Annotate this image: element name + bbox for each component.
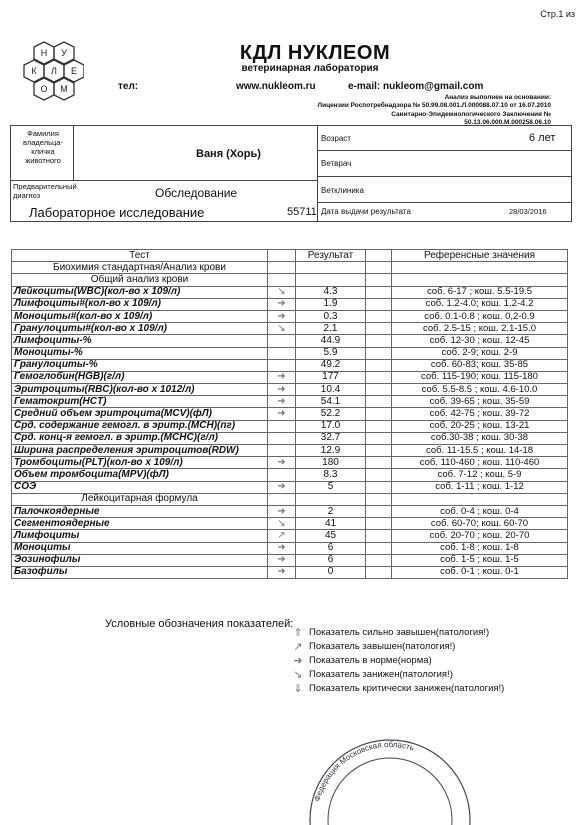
test-name: Моноциты	[12, 542, 268, 554]
reference-value: соб. 20-25 ; кош. 13-21	[392, 420, 568, 432]
empty-cell	[366, 432, 392, 444]
logo-letter: Н	[40, 48, 48, 58]
empty-cell	[268, 347, 296, 359]
section-row	[12, 274, 568, 286]
empty-cell	[366, 420, 392, 432]
result-value: 44.9	[296, 335, 366, 347]
empty-cell	[366, 530, 392, 542]
result-value: 6	[296, 542, 366, 554]
reference-value: соб. 2.5-15 ; кош. 2.1-15.0	[392, 323, 568, 335]
result-value: 5	[296, 481, 366, 493]
reference-value: соб. 20-70 ; кош. 20-70	[392, 530, 568, 542]
reference-value: соб.30-38 ; кош. 30-38	[392, 432, 568, 444]
section-title: Общий анализ крови	[12, 274, 268, 286]
logo-letter: Л	[51, 66, 57, 76]
issue-date: 28/03/2016	[509, 207, 547, 216]
result-value: 12.9	[296, 445, 366, 457]
test-name: Эозинофилы	[12, 554, 268, 566]
test-name: Ширина распределения эритроцитов(RDW)	[12, 445, 268, 457]
table-row	[12, 335, 568, 347]
empty-cell	[366, 298, 392, 310]
arrow-right-icon: ➜	[268, 457, 296, 469]
test-name: Лимфоциты	[12, 530, 268, 542]
section-row	[12, 262, 568, 274]
page-number: Стр.1 из	[540, 9, 575, 19]
empty-cell	[366, 274, 392, 286]
result-value: 10.4	[296, 384, 366, 396]
empty-cell	[366, 408, 392, 420]
header-result: Результат	[296, 250, 366, 262]
empty-cell	[268, 274, 296, 286]
reference-value: соб. 11-15.5 ; кош. 14-18	[392, 445, 568, 457]
reference-value: соб. 0.1-0.8 ; кош. 0,2-0.9	[392, 310, 568, 322]
legend-item	[287, 654, 504, 668]
legend-title: Условные обозначения показателей:	[105, 618, 294, 630]
logo-letter: М	[60, 84, 68, 94]
age-label: Возраст	[321, 134, 351, 143]
result-value: 17.0	[296, 420, 366, 432]
result-value: 1.9	[296, 298, 366, 310]
issue-date-label: Дата выдачи результата	[321, 207, 411, 216]
result-value: 52.2	[296, 408, 366, 420]
empty-cell	[296, 274, 366, 286]
empty-cell	[268, 445, 296, 457]
empty-cell	[268, 493, 296, 505]
arrow-strong-down-icon: ⇓	[293, 683, 303, 695]
test-name: Базофилы	[12, 566, 268, 578]
test-name: СОЭ	[12, 481, 268, 493]
arrow-down-icon: ↘	[268, 286, 296, 298]
empty-cell	[366, 335, 392, 347]
empty-cell	[366, 505, 392, 517]
empty-cell	[268, 420, 296, 432]
arrow-right-icon: ➜	[293, 655, 303, 667]
reference-value: соб. 42-75 ; кош. 39-72	[392, 408, 568, 420]
reference-value: соб. 115-190; кош. 115-180	[392, 371, 568, 383]
empty-cell	[366, 542, 392, 554]
empty-cell	[366, 518, 392, 530]
empty-cell	[366, 310, 392, 322]
test-name: Эритроциты(RBC)(кол-во х 1012/л)	[12, 384, 268, 396]
table-row	[12, 298, 568, 310]
result-value: 5.9	[296, 347, 366, 359]
reference-value: соб. 60-83; кош. 35-85	[392, 359, 568, 371]
arrow-right-icon: ➜	[268, 396, 296, 408]
test-name: Гемоглобин(HGB)(г/л)	[12, 371, 268, 383]
reference-value: соб. 110-460 ; кош. 110-460	[392, 457, 568, 469]
table-row	[12, 530, 568, 542]
arrow-right-icon: ➜	[268, 481, 296, 493]
table-row	[12, 323, 568, 335]
pet-name: Ваня (Хорь)	[196, 148, 261, 160]
reference-value: соб. 1-11 ; кош. 1-12	[392, 481, 568, 493]
website-link[interactable]: www.nukleom.ru	[236, 81, 316, 92]
arrow-down-icon: ↘	[293, 669, 303, 681]
basis-line: Анализ выполнен на основании:	[444, 94, 551, 101]
test-name: Лимфоциты-%	[12, 335, 268, 347]
test-name: Лимфоциты#(кол-во х 109/л)	[12, 298, 268, 310]
legend-item	[287, 640, 504, 654]
empty-cell	[392, 262, 568, 274]
test-name: Срд. конц-я гемогл. в эритр.(MCHC)(г/л)	[12, 432, 268, 444]
legend-item	[287, 682, 504, 696]
table-row	[12, 286, 568, 298]
header-reference: Референсные значения	[392, 250, 568, 262]
result-value: 180	[296, 457, 366, 469]
result-value: 4.3	[296, 286, 366, 298]
reference-value: соб. 5.5-8.5 ; кош. 4.6-10.0	[392, 384, 568, 396]
legend-label: Показатель критически занижен(патология!)	[309, 683, 505, 694]
logo-letter: К	[31, 66, 37, 76]
test-name: Объем тромбоцита(MPV)(фЛ)	[12, 469, 268, 481]
legend-item	[287, 668, 504, 682]
clinic-label: Ветклиника	[321, 186, 364, 195]
empty-cell	[296, 262, 366, 274]
result-value: 32.7	[296, 432, 366, 444]
header-gap	[366, 250, 392, 262]
section-title: Лейкоцитарная формула	[12, 493, 268, 505]
table-row	[12, 359, 568, 371]
basis-line: Лицензии Роспотребнадзора № 50.99.08.001.Л.000088.07.10 от 16.07.2010	[317, 102, 551, 110]
vet-label: Ветврач	[321, 159, 352, 168]
empty-cell	[392, 493, 568, 505]
legend-label: Показатель сильно завышен(патология!)	[309, 627, 490, 638]
test-name: Средний объем эритроцита(MCV)(фЛ)	[12, 408, 268, 420]
empty-cell	[366, 262, 392, 274]
reference-value: соб. 7-12 ; кош. 5-9	[392, 469, 568, 481]
arrow-strong-up-icon: ⇑	[293, 627, 303, 639]
table-row	[12, 347, 568, 359]
results-table	[11, 249, 568, 579]
reference-value: соб. 12-30 ; кош. 12-45	[392, 335, 568, 347]
result-value: 0	[296, 566, 366, 578]
reference-value: соб. 2-9; кош. 2-9	[392, 347, 568, 359]
empty-cell	[296, 493, 366, 505]
table-header-row	[12, 250, 568, 262]
empty-cell	[268, 469, 296, 481]
reference-value: соб. 0-4 ; кош. 0-4	[392, 505, 568, 517]
table-row	[12, 542, 568, 554]
result-value: 54.1	[296, 396, 366, 408]
arrow-right-icon: ➜	[268, 408, 296, 420]
table-row	[12, 445, 568, 457]
logo-letter: О	[40, 84, 48, 94]
empty-cell	[366, 384, 392, 396]
empty-cell	[366, 457, 392, 469]
arrow-right-icon: ➜	[268, 371, 296, 383]
table-row	[12, 408, 568, 420]
empty-cell	[366, 323, 392, 335]
arrow-down-icon: ↘	[268, 323, 296, 335]
reference-value: соб. 1-8 ; кош. 1-8	[392, 542, 568, 554]
owner-label: Фамилия владельца-кличка животного	[23, 129, 63, 165]
test-name: Сегментоядерные	[12, 518, 268, 530]
reference-value: соб. 60-70; кош. 60-70	[392, 518, 568, 530]
license-basis	[311, 94, 551, 128]
empty-cell	[366, 566, 392, 578]
lab-logo	[22, 40, 84, 104]
legend-item	[287, 626, 504, 640]
result-value: 41	[296, 518, 366, 530]
empty-cell	[366, 286, 392, 298]
table-row	[12, 371, 568, 383]
result-value: 6	[296, 554, 366, 566]
table-row	[12, 432, 568, 444]
arrow-up-icon: ↗	[293, 641, 303, 653]
arrow-right-icon: ➜	[268, 542, 296, 554]
reference-value: соб. 1-5 ; кош. 1-5	[392, 554, 568, 566]
section-row	[12, 493, 568, 505]
empty-cell	[366, 371, 392, 383]
reference-value: соб. 0-1 ; кош. 0-1	[392, 566, 568, 578]
test-name: Палочкоядерные	[12, 505, 268, 517]
table-row	[12, 505, 568, 517]
table-row	[12, 310, 568, 322]
table-row	[12, 518, 568, 530]
empty-cell	[366, 493, 392, 505]
result-value: 2	[296, 505, 366, 517]
empty-cell	[268, 359, 296, 371]
table-row	[12, 554, 568, 566]
table-row	[12, 384, 568, 396]
study-number: 55711	[287, 206, 317, 218]
empty-cell	[366, 481, 392, 493]
empty-cell	[366, 445, 392, 457]
basis-line: Санитарно-Эпидемиологического Заключения № 50.13.06.000.М.000258.06.10	[391, 110, 551, 127]
table-row	[12, 481, 568, 493]
empty-cell	[366, 554, 392, 566]
header-arrow	[268, 250, 296, 262]
section-title: Биохимия стандартная/Анализ крови	[12, 262, 268, 274]
empty-cell	[268, 335, 296, 347]
arrow-right-icon: ➜	[268, 566, 296, 578]
tel-label: тел:	[118, 81, 139, 92]
result-value: 0.3	[296, 310, 366, 322]
study-title: Лабораторное исследование	[29, 205, 205, 220]
empty-cell	[268, 262, 296, 274]
result-value: 2.1	[296, 323, 366, 335]
table-row	[12, 420, 568, 432]
diagnosis-label: Предварительный диагноз	[13, 182, 77, 200]
legend-label: Показатель занижен(патология!)	[309, 669, 453, 680]
header-test: Тест	[12, 250, 268, 262]
test-name: Гранулоциты-%	[12, 359, 268, 371]
legend	[287, 626, 504, 696]
result-value: 8.3	[296, 469, 366, 481]
patient-info-block	[10, 125, 572, 222]
test-name: Тромбоциты(PLT)(кол-во х 109/л)	[12, 457, 268, 469]
svg-text:Федерация Московская область	[313, 740, 416, 803]
legend-label: Показатель завышен(патология!)	[309, 641, 456, 652]
logo-letter: У	[61, 48, 67, 58]
test-name: Гематокрит(HCT)	[12, 396, 268, 408]
result-value: 177	[296, 371, 366, 383]
legend-label: Показатель в норме(норма)	[309, 655, 432, 666]
test-name: Срд. содержание гемогл. в эритр.(MCH)(пг)	[12, 420, 268, 432]
arrow-up-icon: ↗	[268, 530, 296, 542]
lab-subtitle: ветеринарная лаборатория	[241, 63, 379, 74]
reference-value: соб. 39-65 ; кош. 35-59	[392, 396, 568, 408]
age-value: 6 лет	[529, 132, 556, 144]
table-row	[12, 396, 568, 408]
arrow-right-icon: ➜	[268, 310, 296, 322]
result-value: 45	[296, 530, 366, 542]
logo-letter: Е	[70, 66, 78, 76]
table-row	[12, 566, 568, 578]
arrow-right-icon: ➜	[268, 554, 296, 566]
official-stamp	[305, 735, 475, 825]
empty-cell	[366, 396, 392, 408]
table-row	[12, 469, 568, 481]
empty-cell	[366, 359, 392, 371]
arrow-right-icon: ➜	[268, 298, 296, 310]
table-row	[12, 457, 568, 469]
reference-value: соб. 1.2-4.0; кош. 1.2-4.2	[392, 298, 568, 310]
arrow-down-icon: ↘	[268, 518, 296, 530]
result-value: 49.2	[296, 359, 366, 371]
email-link[interactable]: e-mail: nukleom@gmail.com	[348, 81, 484, 92]
lab-title: КДЛ НУКЛЕОМ	[239, 42, 391, 64]
empty-cell	[392, 274, 568, 286]
results-body	[12, 262, 568, 579]
arrow-right-icon: ➜	[268, 505, 296, 517]
diagnosis-value: Обследование	[155, 186, 238, 200]
test-name: Гранулоциты#(кол-во х 109/л)	[12, 323, 268, 335]
test-name: Моноциты-%	[12, 347, 268, 359]
reference-value: соб. 6-17 ; кош. 5.5-19.5	[392, 286, 568, 298]
empty-cell	[366, 347, 392, 359]
empty-cell	[366, 469, 392, 481]
test-name: Моноциты#(кол-во х 109/л)	[12, 310, 268, 322]
empty-cell	[268, 432, 296, 444]
arrow-right-icon: ➜	[268, 384, 296, 396]
stamp-text: Федерация Московская область	[312, 739, 416, 803]
test-name: Лейкоциты(WBC)(кол-во х 109/л)	[12, 286, 268, 298]
